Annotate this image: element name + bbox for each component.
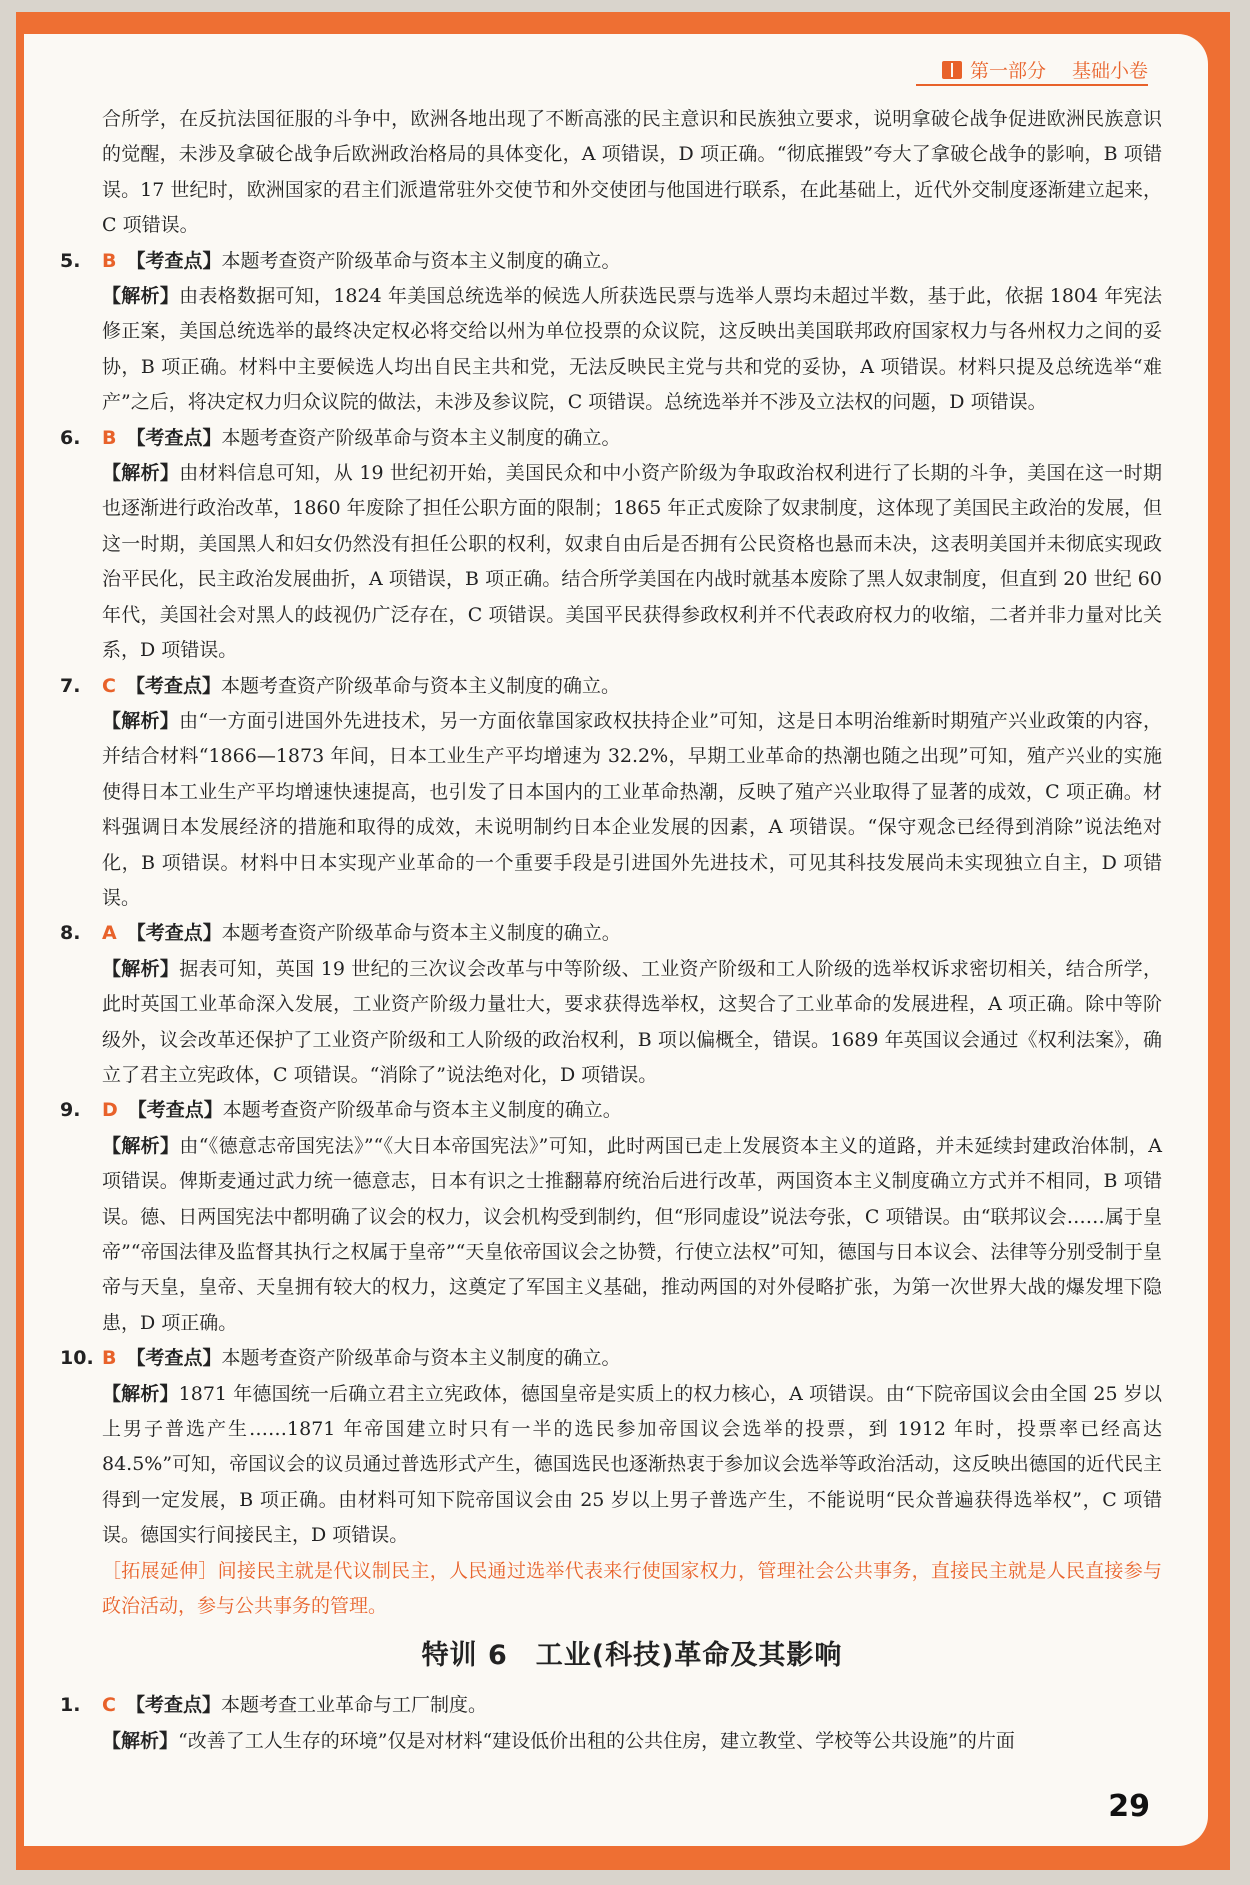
question-number: 6. <box>60 426 81 449</box>
bottom-border <box>16 1846 1230 1870</box>
kaochadian-label: 【考查点】 <box>127 1099 223 1122</box>
question-item <box>60 1093 1162 1341</box>
jiexi-label: 【解析】 <box>102 1382 179 1405</box>
kaochadian-label: 【考查点】 <box>126 249 222 272</box>
answer-letter: B <box>102 1347 117 1370</box>
answer-letter: D <box>102 1099 118 1122</box>
page <box>16 12 1230 1870</box>
jiexi-label: 【解析】 <box>102 285 180 308</box>
kaochadian-text: 本题考查资产阶级革命与资本主义制度的确立。 <box>221 922 621 945</box>
question-item <box>60 669 1162 917</box>
question-number: 7. <box>60 674 81 697</box>
jiexi-text: 据表可知，英国 19 世纪的三次议会改革与中等阶级、工业资产阶级和工人阶级的选举权诉求密切相关，结合所学，此时英国工业革命深入发展，工业资产阶级力量壮大，要求获得选举权，这契合了工业革命的发展进程，A 项正确。除中等阶级外，议会改革还保护了工业资产阶级和工人阶级的政治权利，B 项以偏概全，错误。1689 年英国议会通过《权利法案》，确立了君主立宪政体，C 项错误。“消除了”说法绝对化，D 项错误。 <box>102 957 1162 1086</box>
kaochadian-label: 【考查点】 <box>126 1347 222 1370</box>
top-border <box>16 12 1230 34</box>
question-number: 5. <box>60 249 81 272</box>
continued-text: 合所学，在反抗法国征服的斗争中，欧洲各地出现了不断高涨的民主意识和民族独立要求，说明拿破仑战争促进欧洲民族意识的觉醒，未涉及拿破仑战争后欧洲政治格局的具体变化，A 项错误，D 项正确。“彻底摧毁”夸大了拿破仑战争的影响，B 项错误。17 世纪时，欧洲国家的君主们派遣常驻外交使节和外交使团与他国进行联系，在此基础上，近代外交制度逐渐建立起来，C 项错误。 <box>102 108 1162 237</box>
page-number: 29 <box>1108 1789 1150 1824</box>
question-item <box>60 916 1162 1093</box>
answer-content <box>60 102 1162 1759</box>
question-item <box>60 1341 1162 1624</box>
header-section: 基础小卷 <box>1071 60 1148 82</box>
left-border <box>16 12 24 1870</box>
question-number: 9. <box>60 1099 81 1122</box>
jiexi-text: “改善了工人生存的环境”仅是对材料“建设低价出租的公共住房，建立教堂、学校等公共设施”的片面 <box>178 1729 1015 1752</box>
kaochadian-text: 本题考查资产阶级革命与资本主义制度的确立。 <box>221 1347 621 1370</box>
jiexi-label: 【解析】 <box>102 709 180 732</box>
extension-note: ［拓展延伸］间接民主就是代议制民主，人民通过选举代表来行使国家权力，管理社会公共事务，直接民主就是人民直接参与政治活动，参与公共事务的管理。 <box>102 1559 1162 1618</box>
question-number: 8. <box>60 922 81 945</box>
running-header <box>942 56 1148 83</box>
kaochadian-text: 本题考查资产阶级革命与资本主义制度的确立。 <box>222 1099 622 1122</box>
kaochadian-label: 【考查点】 <box>126 426 222 449</box>
kaochadian-text: 本题考查资产阶级革命与资本主义制度的确立。 <box>220 674 620 697</box>
jiexi-text: 由“一方面引进国外先进技术，另一方面依靠国家政权扶持企业”可知，这是日本明治维新时期殖产兴业政策的内容，并结合材料“1866—1873 年间，日本工业生产平均增速为 32.2%，早期工业革命的热潮也随之出现”可知，殖产兴业的实施使得日本工业生产平均增速快速提高，也引发了日本国内的工业革命热潮，反映了殖产兴业取得了显著的成效，C 项正确。材料强调日本发展经济的措施和取得的成效，未说明制约日本企业发展的因素，A 项错误。“保守观念已经得到消除”说法绝对化，B 项错误。材料中日本实现产业革命的一个重要手段是引进国外先进技术，可见其科技发展尚未实现独立自主，D 项错误。 <box>102 709 1162 909</box>
jiexi-text: 由材料信息可知，从 19 世纪初开始，美国民众和中小资产阶级为争取政治权利进行了长期的斗争，美国在这一时期也逐渐进行政治改革，1860 年废除了担任公职方面的限制；1865 年正式废除了奴隶制度，这体现了美国民主政治的发展，但这一时期，美国黑人和妇女仍然没有担任公职的权利，奴隶自由后是否拥有公民资格也悬而未决，这表明美国并未彻底实现政治平民化，民主政治发展曲折，A 项错误，B 项正确。结合所学美国在内战时就基本废除了黑人奴隶制度，但直到 20 世纪 60 年代，美国社会对黑人的歧视仍广泛存在，C 项错误。美国平民获得参政权利并不代表政府权力的收缩，二者并非力量对比关系，D 项错误。 <box>102 462 1162 662</box>
right-border <box>1208 12 1230 1870</box>
kaochadian-text: 本题考查工业革命与工厂制度。 <box>220 1694 487 1717</box>
jiexi-label: 【解析】 <box>102 957 180 980</box>
jiexi-label: 【解析】 <box>102 462 180 485</box>
question-number: 1. <box>60 1694 81 1717</box>
header-part: 第一部分 <box>969 60 1046 82</box>
question-item <box>60 421 1162 669</box>
question-list <box>60 244 1162 1625</box>
jiexi-text: 1871 年德国统一后确立君主立宪政体，德国皇帝是实质上的权力核心，A 项错误。由“下院帝国议会由全国 25 岁以上男子普选产生……1871 年帝国建立时只有一半的选民参加帝国议会选举的投票，到 1912 年时，投票率已经高达 84.5%”可知，帝国议会的议员通过普选形式产生，德国选民也逐渐热衷于参加议会选举等政治活动，这反映出德国的近代民主得到一定发展，B 项正确。由材料可知下院帝国议会由 25 岁以上男子普选产生，不能说明“民众普遍获得选举权”，C 项错误。德国实行间接民主，D 项错误。 <box>102 1382 1162 1547</box>
jiexi-label: 【解析】 <box>102 1729 179 1752</box>
book-icon <box>942 61 962 79</box>
kaochadian-text: 本题考查资产阶级革命与资本主义制度的确立。 <box>221 426 621 449</box>
section-title: 特训 6 工业(科技)革命及其影响 <box>421 1640 843 1672</box>
answer-letter: C <box>102 1694 116 1717</box>
kaochadian-label: 【考查点】 <box>126 922 222 945</box>
answer-letter: A <box>102 922 117 945</box>
answer-letter: B <box>102 249 117 272</box>
jiexi-label: 【解析】 <box>102 1134 180 1157</box>
question-item <box>60 244 1162 421</box>
header-rule <box>916 84 1148 86</box>
kaochadian-label: 【考查点】 <box>125 674 221 697</box>
kaochadian-label: 【考查点】 <box>125 1694 221 1717</box>
kaochadian-text: 本题考查资产阶级革命与资本主义制度的确立。 <box>221 249 621 272</box>
question-number: 10. <box>60 1347 94 1370</box>
jiexi-text: 由“《德意志帝国宪法》”“《大日本帝国宪法》”可知，此时两国已走上发展资本主义的道路，并未延续封建政治体制，A 项错误。俾斯麦通过武力统一德意志，日本有识之士推翻幕府统治后进行改革，两国资本主义制度确立方式并不相同，B 项错误。德、日两国宪法中都明确了议会的权力，议会机构受到制约，但“形同虚设”说法夸张，C 项错误。由“联邦议会……属于皇帝”“帝国法律及监督其执行之权属于皇帝”“天皇依帝国议会之协赞，行使立法权”可知，德国与日本议会、法律等分别受制于皇帝与天皇，皇帝、天皇拥有较大的权力，这奠定了军国主义基础，推动两国的对外侵略扩张，为第一次世界大战的爆发埋下隐患，D 项正确。 <box>102 1134 1162 1334</box>
answer-letter: C <box>102 674 116 697</box>
answer-letter: B <box>102 426 117 449</box>
jiexi-text: 由表格数据可知，1824 年美国总统选举的候选人所获选民票与选举人票均未超过半数，基于此，依据 1804 年宪法修正案，美国总统选举的最终决定权必将交给以州为单位投票的众议院，这反映出美国联邦政府国家权力与各州权力之间的妥协，B 项正确。材料中主要候选人均出自民主共和党，无法反映民主党与共和党的妥协，A 项错误。材料只提及总统选举“难产”之后，将决定权力归众议院的做法，未涉及参议院，C 项错误。总统选举并不涉及立法权的问题，D 项错误。 <box>102 285 1162 414</box>
last-question <box>60 1688 1162 1759</box>
